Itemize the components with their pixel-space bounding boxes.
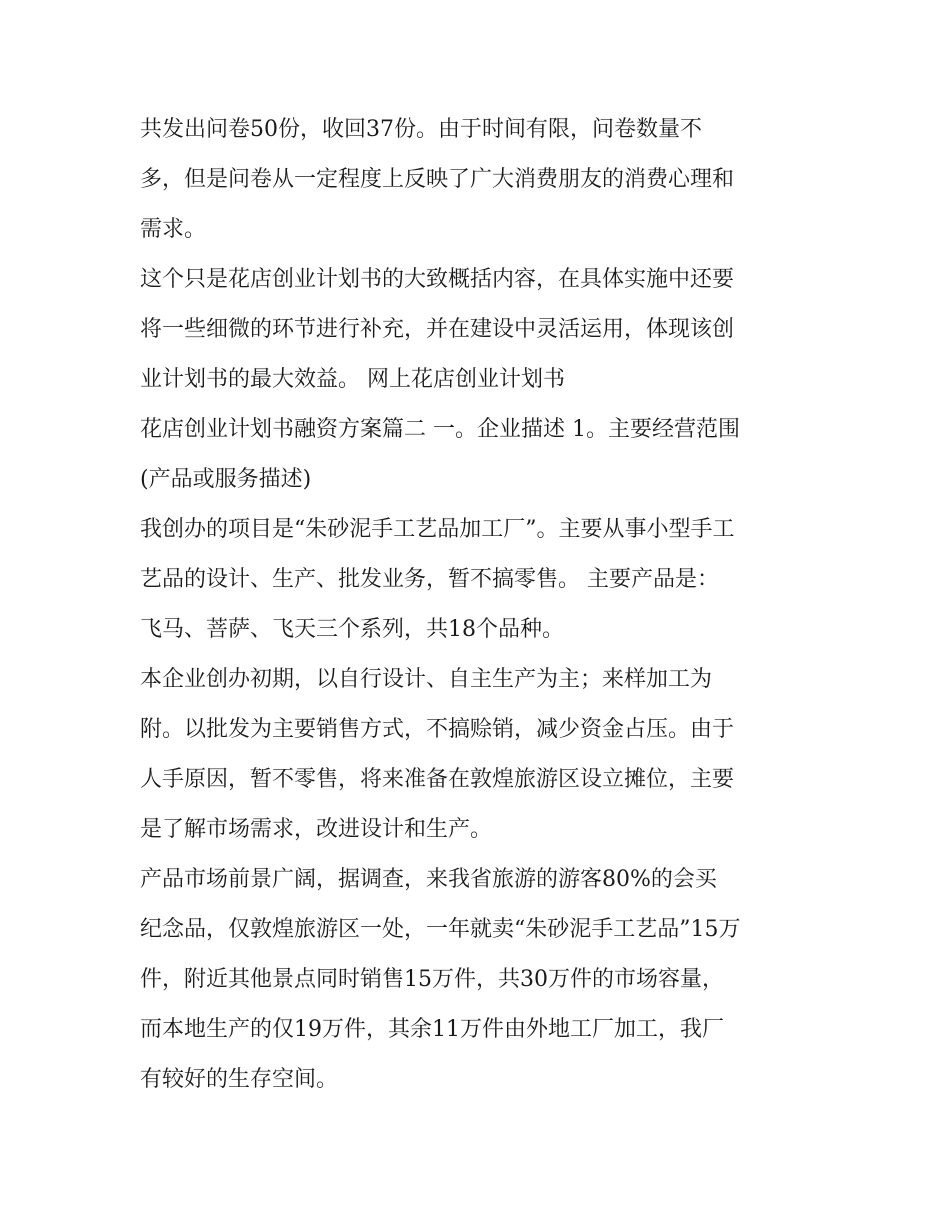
paragraph-operations <box>140 660 820 860</box>
paragraph-survey <box>140 110 820 260</box>
paragraph-market <box>140 860 820 1110</box>
text-line: 需求。 <box>140 217 207 242</box>
text-line: 有较好的生存空间。 <box>140 1067 339 1092</box>
text-line: 而本地生产的仅19万件，其余11万件由外地工厂加工，我厂 <box>140 1017 724 1042</box>
text-line: 是了解市场需求，改进设计和生产。 <box>140 817 493 842</box>
paragraph-section-heading <box>140 410 820 510</box>
paragraph-project <box>140 510 820 660</box>
text-line: 纪念品，仅敦煌旅游区一处，一年就卖“朱砂泥手工艺品”15万 <box>140 917 741 942</box>
text-line: 这个只是花店创业计划书的大致概括内容，在具体实施中还要 <box>140 267 735 292</box>
text-line: 人手原因，暂不零售，将来准备在敦煌旅游区设立摊位，主要 <box>140 767 735 792</box>
paragraph-summary <box>140 260 820 410</box>
text-line: 我创办的项目是“朱砂泥手工艺品加工厂”。主要从事小型手工 <box>140 517 735 542</box>
text-line: 艺品的设计、生产、批发业务，暂不搞零售。 主要产品是： <box>140 567 719 592</box>
text-line: 将一些细微的环节进行补充，并在建设中灵活运用，体现该创 <box>140 317 735 342</box>
text-line: (产品或服务描述) <box>140 467 312 492</box>
text-line: 业计划书的最大效益。 网上花店创业计划书 <box>140 367 565 392</box>
text-line: 本企业创办初期，以自行设计、自主生产为主；来样加工为 <box>140 667 713 692</box>
text-line: 共发出问卷50份，收回37份。由于时间有限，问卷数量不 <box>140 117 702 142</box>
text-line: 附。以批发为主要销售方式，不搞赊销，减少资金占压。由于 <box>140 717 735 742</box>
text-line: 多，但是问卷从一定程度上反映了广大消费朋友的消费心理和 <box>140 167 735 192</box>
text-line: 产品市场前景广阔，据调查，来我省旅游的游客80%的会买 <box>140 867 717 892</box>
text-line: 花店创业计划书融资方案篇二 一。企业描述 1。主要经营范围 <box>140 417 740 442</box>
document-page <box>140 110 820 1110</box>
text-line: 件，附近其他景点同时销售15万件，共30万件的市场容量， <box>140 967 724 992</box>
text-line: 飞马、菩萨、飞天三个系列，共18个品种。 <box>140 617 564 642</box>
